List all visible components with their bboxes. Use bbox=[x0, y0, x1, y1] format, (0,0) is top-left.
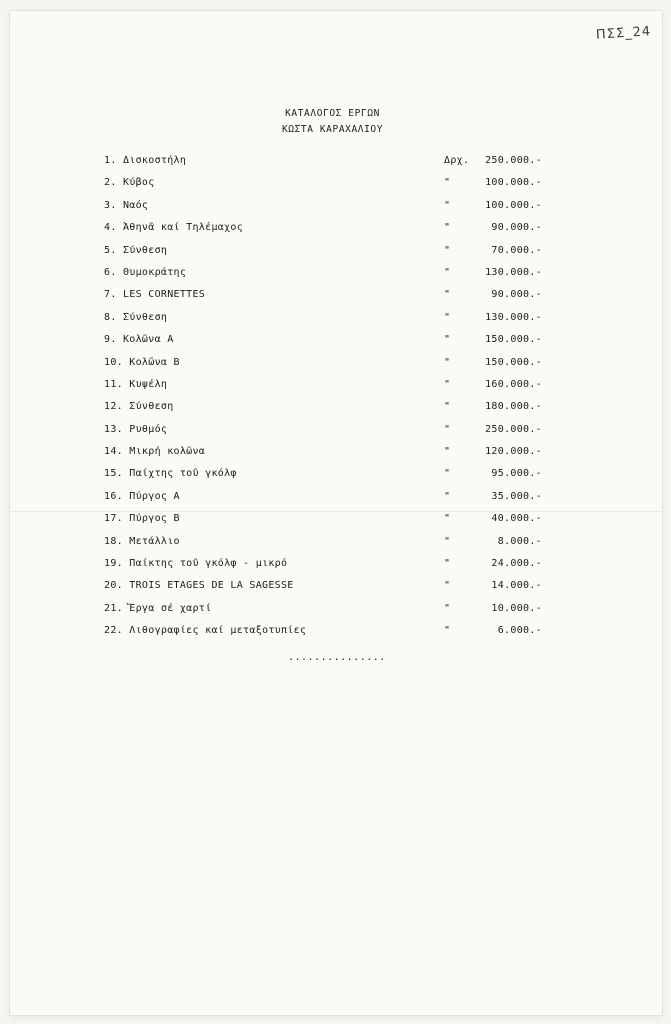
ditto-mark: " bbox=[444, 580, 451, 592]
work-title: 2. Κύβος bbox=[104, 177, 155, 189]
currency-mark: Δρχ. bbox=[444, 155, 470, 166]
list-item bbox=[96, 198, 556, 220]
list-item bbox=[96, 287, 556, 309]
ditto-mark: " bbox=[444, 535, 451, 547]
work-title: 7. LES CORNETTES bbox=[104, 289, 206, 301]
ditto-mark: " bbox=[444, 177, 451, 189]
work-title: 8. Σύνθεση bbox=[104, 311, 168, 323]
work-price: 14.000.- bbox=[491, 580, 542, 592]
list-item bbox=[96, 534, 556, 556]
ditto-mark: " bbox=[444, 289, 451, 301]
list-item bbox=[96, 175, 556, 197]
list-item bbox=[96, 153, 556, 175]
work-title: 10. Κολῶνα Β bbox=[104, 356, 180, 368]
document-title bbox=[0, 106, 671, 138]
end-separator: ............... bbox=[288, 652, 386, 663]
work-price: 8.000.- bbox=[497, 535, 542, 547]
work-price: 24.000.- bbox=[491, 558, 542, 570]
work-title: 9. Κολῶνα Α bbox=[104, 334, 174, 346]
work-title: 4. Ἀθηνᾶ καί Τηλέμαχος bbox=[104, 222, 244, 234]
work-title: 15. Παίχτης τοῦ γκόλφ bbox=[104, 468, 237, 480]
list-item bbox=[96, 489, 556, 511]
list-item bbox=[96, 601, 556, 623]
work-price: 90.000.- bbox=[491, 289, 542, 301]
ditto-mark: " bbox=[444, 490, 451, 502]
work-title: 18. Μετάλλιο bbox=[104, 535, 180, 547]
work-title: 13. Ρυθμός bbox=[104, 423, 168, 435]
work-price: 100.000.- bbox=[485, 177, 542, 189]
work-price: 6.000.- bbox=[497, 625, 542, 637]
work-price: 120.000.- bbox=[485, 446, 542, 458]
list-item bbox=[96, 399, 556, 421]
work-price: 160.000.- bbox=[485, 378, 542, 390]
work-title: 5. Σύνθεση bbox=[104, 244, 168, 256]
list-item bbox=[96, 511, 556, 533]
work-title: 16. Πύργος Α bbox=[104, 490, 180, 502]
work-title: 17. Πύργος Β bbox=[104, 513, 180, 525]
list-item bbox=[96, 578, 556, 600]
ditto-mark: " bbox=[444, 558, 451, 570]
work-price: 90.000.- bbox=[491, 222, 542, 234]
work-price: 130.000.- bbox=[485, 311, 542, 323]
list-item bbox=[96, 556, 556, 578]
work-price: 150.000.- bbox=[485, 356, 542, 368]
list-item bbox=[96, 355, 556, 377]
work-price: 180.000.- bbox=[485, 401, 542, 413]
ditto-mark: " bbox=[444, 266, 451, 278]
work-price: 250.000.- bbox=[485, 423, 542, 435]
work-price: 100.000.- bbox=[485, 199, 542, 211]
work-price: 40.000.- bbox=[491, 513, 542, 525]
title-line-1: ΚΑΤΑΛΟΓΟΣ ΕΡΓΩΝ bbox=[285, 108, 380, 119]
works-list bbox=[96, 153, 556, 646]
list-item bbox=[96, 332, 556, 354]
work-price: 250.000.- bbox=[485, 155, 542, 166]
ditto-mark: " bbox=[444, 199, 451, 211]
work-title: 12. Σύνθεση bbox=[104, 401, 174, 413]
ditto-mark: " bbox=[444, 222, 451, 234]
ditto-mark: " bbox=[444, 446, 451, 458]
ditto-mark: " bbox=[444, 401, 451, 413]
list-item bbox=[96, 243, 556, 265]
list-item bbox=[96, 422, 556, 444]
list-item bbox=[96, 623, 556, 645]
ditto-mark: " bbox=[444, 311, 451, 323]
list-item bbox=[96, 265, 556, 287]
title-line-2: ΚΩΣΤΑ ΚΑΡΑΧΑΛΙΟΥ bbox=[281, 124, 384, 135]
work-title: 19. Παίκτης τοῦ γκόλφ - μικρό bbox=[104, 558, 288, 570]
ditto-mark: " bbox=[444, 468, 451, 480]
list-item bbox=[96, 444, 556, 466]
work-title: 22. Λιθογραφίες καί μεταξοτυπίες bbox=[104, 625, 307, 637]
work-price: 95.000.- bbox=[491, 468, 542, 480]
work-price: 10.000.- bbox=[491, 602, 542, 614]
work-price: 150.000.- bbox=[485, 334, 542, 346]
ditto-mark: " bbox=[444, 334, 451, 346]
ditto-mark: " bbox=[444, 513, 451, 525]
work-title: 3. Ναός bbox=[104, 199, 149, 211]
list-item bbox=[96, 377, 556, 399]
list-item bbox=[96, 466, 556, 488]
work-price: 35.000.- bbox=[491, 490, 542, 502]
ditto-mark: " bbox=[444, 625, 451, 637]
work-price: 130.000.- bbox=[485, 266, 542, 278]
archive-reference: ΠΣΣ_24 bbox=[595, 24, 652, 43]
ditto-mark: " bbox=[444, 423, 451, 435]
work-title: 6. Θυμοκράτης bbox=[104, 266, 187, 278]
ditto-mark: " bbox=[444, 378, 451, 390]
ditto-mark: " bbox=[444, 356, 451, 368]
work-title: 21. Ἔργα σέ χαρτί bbox=[104, 602, 212, 614]
list-item bbox=[96, 220, 556, 242]
ditto-mark: " bbox=[444, 244, 451, 256]
work-title: 11. Κυψέλη bbox=[104, 378, 168, 390]
work-title: 20. TROIS ETAGES DE LA SAGESSE bbox=[104, 580, 294, 592]
work-price: 70.000.- bbox=[491, 244, 542, 256]
ditto-mark: " bbox=[444, 602, 451, 614]
work-title: 1. Δισκοστήλη bbox=[104, 155, 187, 166]
list-item bbox=[96, 310, 556, 332]
work-title: 14. Μικρή κολῶνα bbox=[104, 446, 206, 458]
